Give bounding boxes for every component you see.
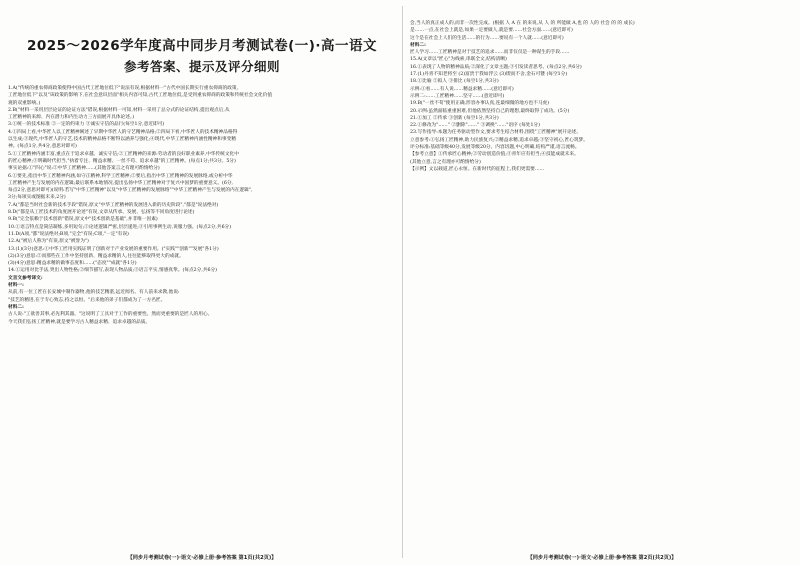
answer-line: 事实论据:①"四心"说:②中华工匠精神……(其他答案言之有理可酌情给分) bbox=[8, 166, 160, 172]
answer-line: 文言文参考译文: bbox=[8, 275, 43, 281]
left-column bbox=[8, 0, 396, 565]
answer-line: (3)(4分)意思:精益求精的做事态度和……("态度""成就"各1分) bbox=[8, 261, 137, 267]
answer-line: 立意参考:①弘扬工匠精神,助力民族复兴;②精益求精,追求卓越;③坚守初心,匠心筑梦。 bbox=[410, 137, 588, 143]
answer-line: 5.①工匠精神内涵丰富,重点在于追求卓越、诚实守信;②工匠精神的来源:劳动者的良好职业素养,中华传统文化中 bbox=[8, 151, 239, 157]
answer-line: 从前,有一位工匠在长安城中制作器物,他的技艺精湛,远近闻名。有人前来求教,他说: bbox=[8, 290, 180, 296]
answer-line: 材料二: bbox=[8, 304, 24, 310]
answer-line: 示例二:……工匠精神……坚守……(意近即可) bbox=[410, 93, 505, 99]
right-page-footer: 【同步月考测试卷(一)·语文·必修上册·参考答案 第2页(共2页)】 bbox=[527, 555, 677, 561]
answer-line: 3分;每项实或图据未来,2分) bbox=[8, 195, 66, 201]
answer-line: 22.①修改为"……" ②删除"……" ③调换"……"语序 (每处1分) bbox=[410, 123, 540, 129]
answer-line: 今天我们弘扬工匠精神,就是要学习古人精益求精、追求卓越的品质。 bbox=[8, 319, 151, 325]
answer-line: 神。(每点1分,共4分,意思对即可) bbox=[8, 144, 77, 150]
answer-line: 15.A(文章以"匠心"为线索,串联全文,结构清晰) bbox=[410, 57, 507, 63]
answer-line: 13.(1)(3分)意思:①中华工匠用实践证明了创新对于产业发展的重要作用。("实践""创新""发展"各1分) bbox=[8, 246, 219, 252]
answer-line: 材料二: bbox=[410, 42, 426, 48]
answer-line: 2.B("材料一采用层层论证的论证方法"错误,根据材料一可知,材料一采用了总分式的论证结构,提出观点后,从 bbox=[8, 107, 230, 113]
document-title: 2025～2026学年度高中同步月考测试卷(一)·高一语文 bbox=[26, 38, 378, 54]
answer-line: 古人说:"工欲善其事,必先利其器。"这说明了工具对于工作的重要性。然而更重要的是匠人的用心。 bbox=[8, 312, 213, 318]
answer-line: 示例:①看……有人说……精益求精……(意近即可) bbox=[410, 86, 514, 92]
answer-line: 是……一点,在社会上就是,如果一定要做人,就是要……社会方面……(意近即可) bbox=[410, 28, 573, 34]
answer-line: 12.A("被后人称为"有误,原文"被誉为") bbox=[8, 239, 89, 245]
answer-line: 19.B("一丝不苟"使用正确,形容办事认真,连最细微的地方也不马虎) bbox=[410, 101, 550, 107]
answer-line: 8.D("都是从工匠技术的角度展开论述"有误,文章从传承、发展、弘扬等不同角度进行论述) bbox=[8, 210, 195, 216]
answer-line: 【示例】文以载道,匠心永恒。在新时代的征程上,我们更需要…… bbox=[410, 166, 545, 172]
answer-line: 23.写作指导:本题为任务驱动型作文,要求考生结合材料,围绕"工匠精神"展开论述。 bbox=[410, 130, 582, 136]
answer-line: 21.①加工 ②传承 ③创新 (每空1分,共3分) bbox=[410, 115, 499, 121]
answer-line: 材料一: bbox=[8, 283, 24, 289]
answer-line: 17.(1)丹青不知老将至 (2)富贵于我如浮云 (3)锲而不舍,金石可镂 (每空1分) bbox=[410, 72, 568, 78]
answer-line: 以生成;③现代,中华匠人的守艺,技术的精神品格不断得以涵养与强化;④现代,中华工匠精神内涵性精神和事变精 bbox=[8, 137, 236, 143]
answer-line: 16.①表现了人物的精神品质;②深化了文章主题;③引发读者思考。(每点2分,共6分) bbox=[410, 64, 582, 70]
column-divider bbox=[402, 6, 403, 558]
answer-line: (2)(3分)意思:②而那些在工作中坚持创新、精益求精的人,往往能够取得更大的成就。 bbox=[8, 253, 184, 259]
answer-line: (其他立意,言之有理亦可酌情给分) bbox=[410, 159, 481, 165]
answer-line: 14.①运用对比手法,突出人物性格;②细节描写,表现人物品质;③语言平实,情感真挚。(每点2分,共6分) bbox=[8, 268, 218, 274]
answer-line: 评分标准:基础等级40分,发展等级20分。内容切题,中心明确,结构严谨,语言流畅。 bbox=[410, 145, 580, 151]
answer-line: 11.D(A项,"都"说法绝对;B项,"完全"有误;C项,"一定"有误) bbox=[8, 231, 129, 237]
right-column bbox=[410, 0, 794, 565]
answer-line: 工匠精神产生与发展的内在逻辑;最后联系本地情况,提出弘扬中华工匠精神对于复兴中国梦的重要意义。(6分, bbox=[8, 180, 233, 186]
answer-line: 1.A("传统的重农抑商政策使得中国古代工匠地位低下"说法有误,根据材料一"古代中国长期实行重农抑商的政策, bbox=[8, 86, 239, 91]
answer-line: 每点2分,意思对即可)(说明:若写"中华工匠精神"以及"中华工匠精神的发展脉络""中华工匠精神产生与发展的内在逻辑", bbox=[8, 188, 253, 194]
left-page-footer: 【同步月考测试卷(一)·语文·必修上册·参考答案 第1页(共2页)】 bbox=[127, 555, 277, 561]
answer-line: 20.示例:虽然面临重重困难,但他依然坚持自己的理想,最终取得了成功。(5分) bbox=[410, 108, 570, 114]
left-answer-text bbox=[8, 85, 396, 326]
answer-line: 工匠地位低下"以及"该政策的影响下,在社会意识层面"相关内容可知,古代工匠地位低,是受到重农抑商的政策和传统社会文化价值 bbox=[8, 93, 273, 99]
answer-line: 工匠精神的来源、内在潜力和内生动力三方面展开具体论述。) bbox=[8, 115, 135, 121]
answer-line: 会,当人的真正成人的,而非一次性完成。(根据 人 A 在 的来说,从 人 的 所能做 A,也 的 人的 社会 的 的 成长) bbox=[410, 21, 635, 26]
right-answer-text bbox=[410, 20, 794, 173]
answer-line: 4.①四局上看,中华匠人以工匠精神阐述了早期中华匠人的守艺精神品格;②四局下看,中华匠人的技术精神品格得 bbox=[8, 129, 238, 135]
document-subtitle: 参考答案、提示及评分细则 bbox=[123, 59, 280, 74]
answer-line: 6.①要先,指出中华工匠精神内涵,如守正精神,科学工匠精神;②要后,指出中华工匠精神的发展脉络,或分析中华 bbox=[8, 173, 233, 179]
answer-line: 观的双重影响。) bbox=[8, 100, 41, 106]
answer-line: "技艺的精进,在于专心致志,持之以恒。"后来他的弟子们都成为了一方名匠。 bbox=[8, 297, 166, 303]
answer-line: 的匠心精神;③明确时代担当,"执着专注、精益求精、一丝不苟、追求卓越"的工匠精神。(每点1分;共3分。5分) bbox=[8, 158, 236, 164]
answer-line: 【参考立意】①传承匠心精神;②劳动创造价值;③青年应有担当;④技能成就未来。 bbox=[410, 152, 579, 158]
answer-line: 10.①语言特点是简洁凝练,多用短句;②论述逻辑严密,层层递进;③引用事例生动,说服力强。(每点2分,共6分) bbox=[8, 224, 232, 230]
answer-line: 3.①统一的技术标准 ②一定的约束力 ③诚实守信的品行(每空1分,意近即可) bbox=[8, 122, 165, 128]
answer-line: 9.B("完全依赖于技术创新"错误,原文中"技术创新是基础",并非唯一因素) bbox=[8, 217, 158, 223]
answer-line: 18.①比喻 ②拟人 ③排比 (每空1分,共3分) bbox=[410, 79, 499, 85]
answer-line: 7.A("都是当时社会新的技术手段"错误,原文"中华工匠精神的发展进入新的历史阶段","都是"说法绝对) bbox=[8, 202, 219, 208]
answer-line: 匠人学习……工匠精神是对于技艺的追求……而非仅仅是一种谋生的手段…… bbox=[410, 50, 570, 56]
answer-line: 这个是在社会上人们的生活……的行为……要说有一个人就……(意近即可) bbox=[410, 35, 564, 41]
